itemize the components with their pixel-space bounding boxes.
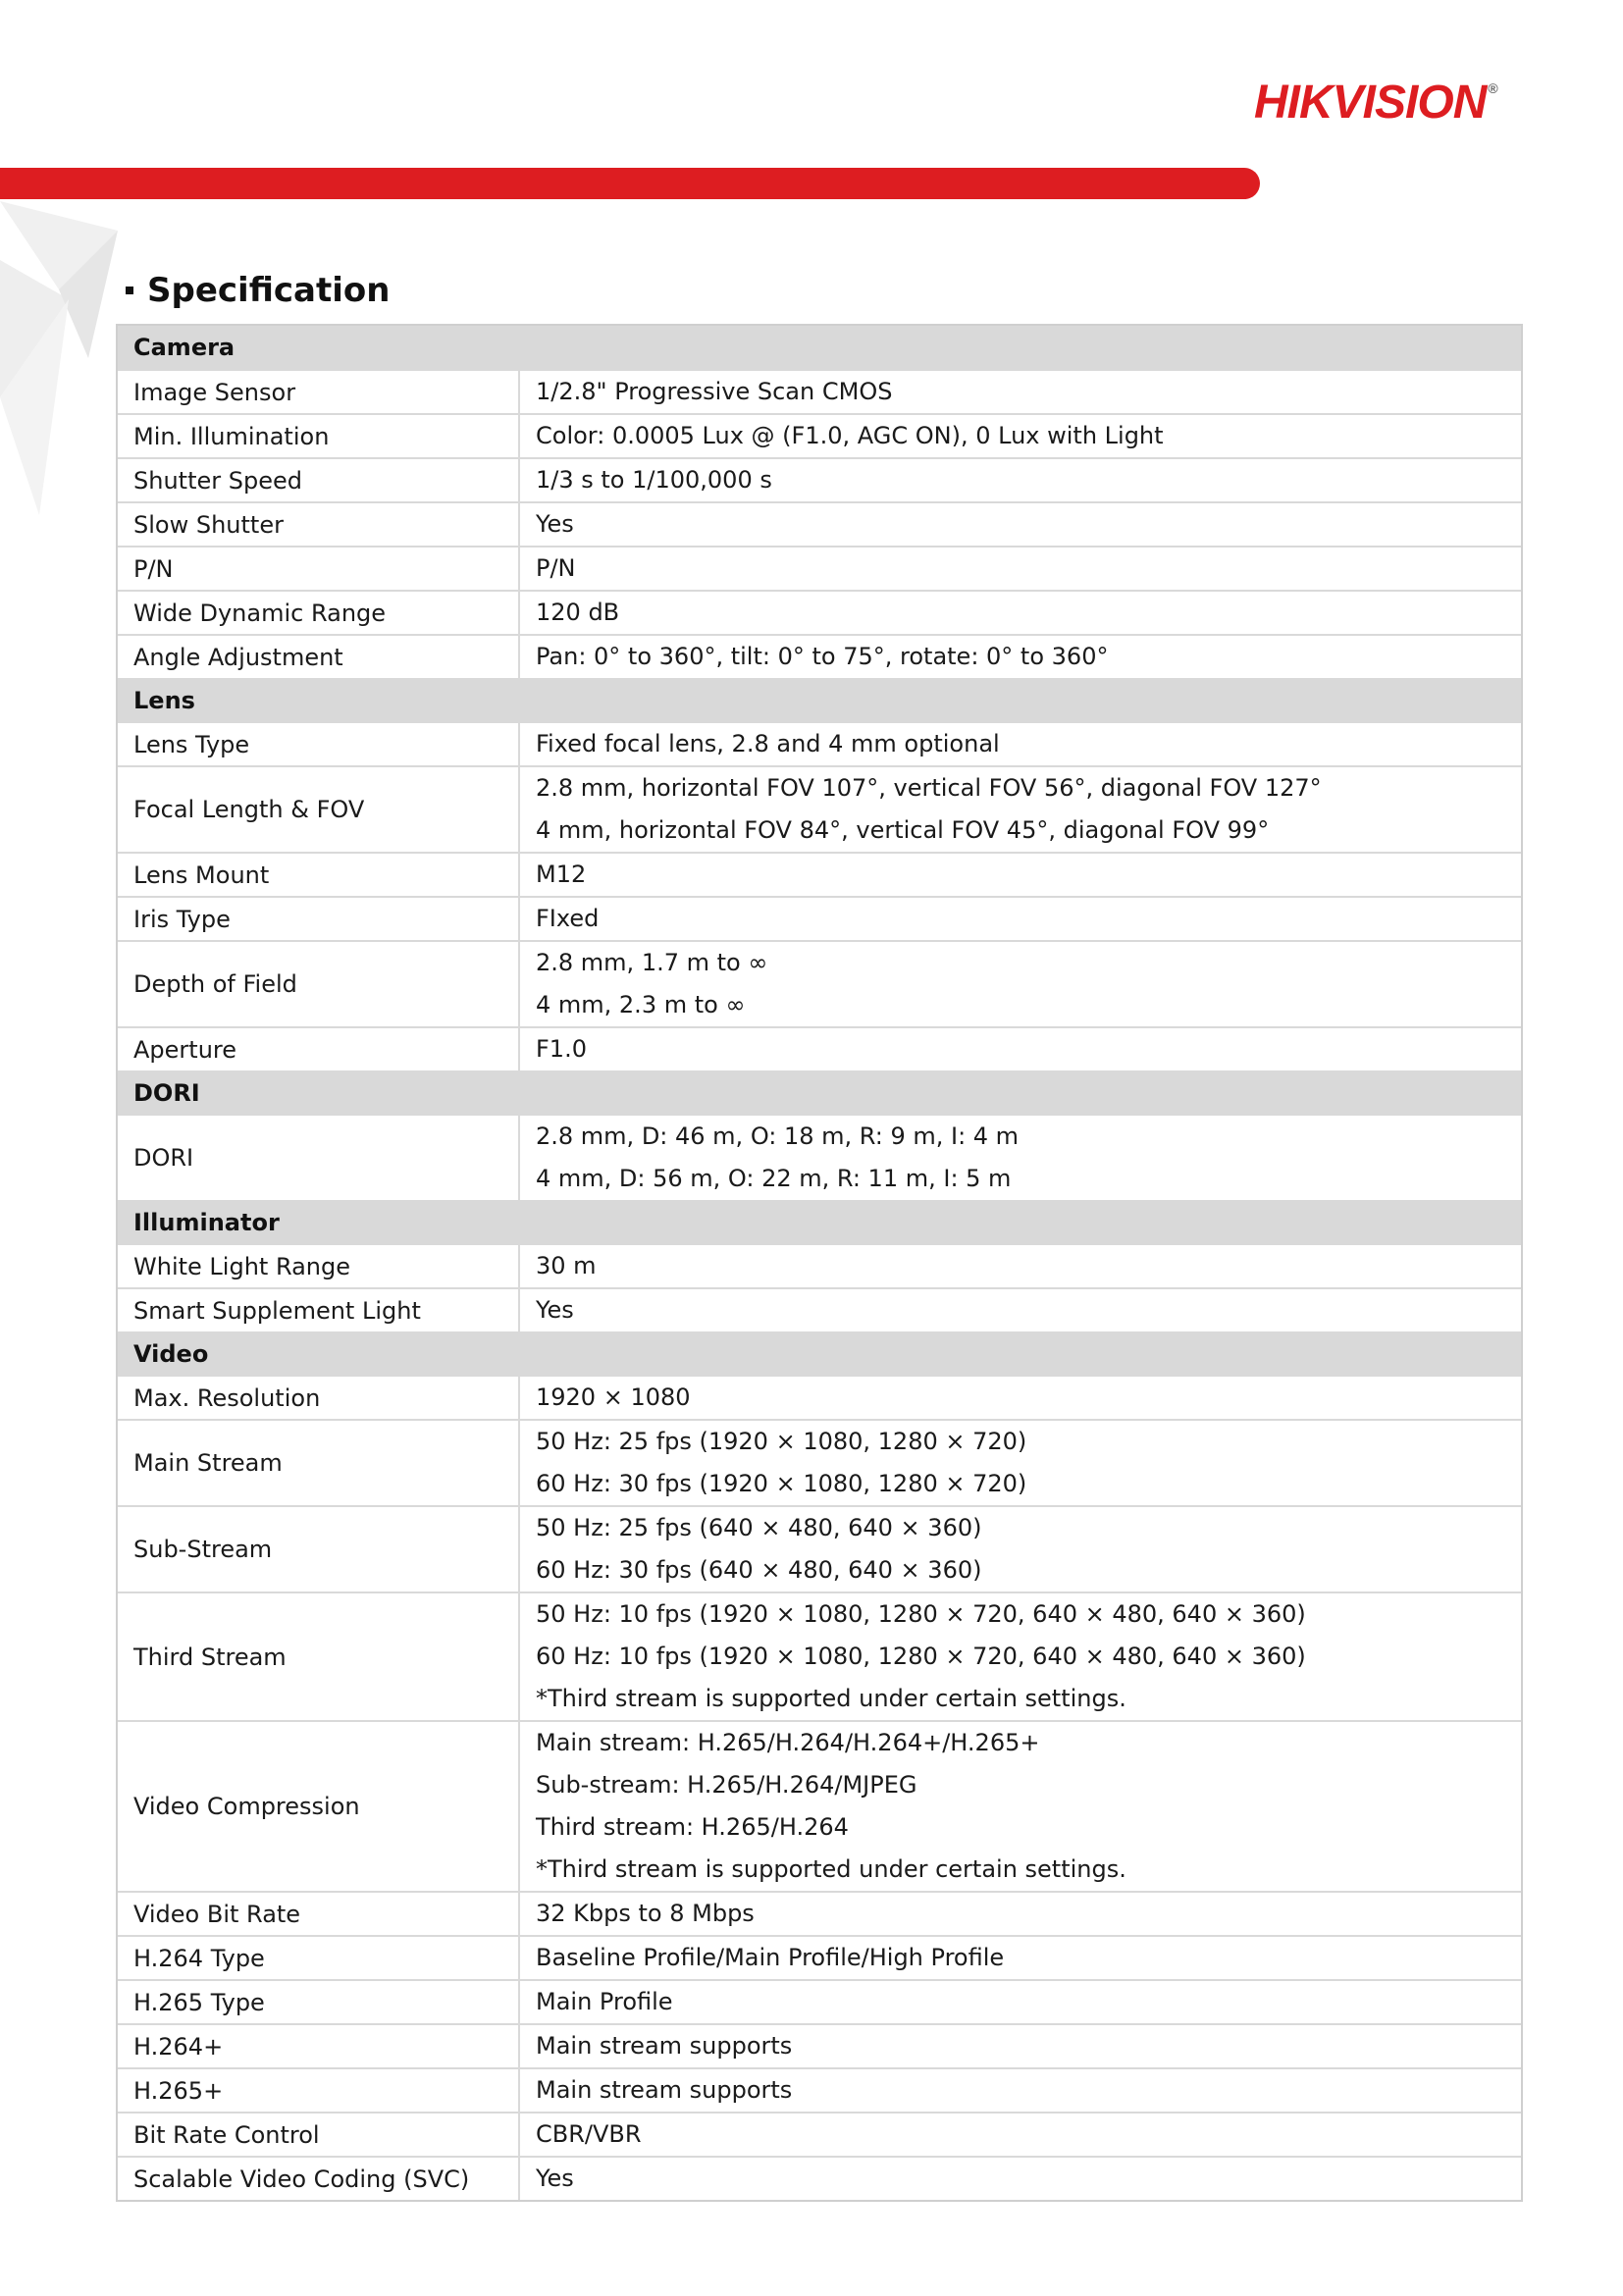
table-row: [118, 1505, 1521, 1592]
spec-value-line: Main stream supports: [536, 2076, 793, 2104]
table-row: [118, 1287, 1521, 1331]
spec-value-line: 60 Hz: 10 fps (1920 × 1080, 1280 × 720, 640 × 480, 640 × 360): [536, 1643, 1306, 1670]
spec-value-line: 60 Hz: 30 fps (1920 × 1080, 1280 × 720): [536, 1470, 1027, 1497]
spec-label: Image Sensor: [118, 371, 520, 413]
spec-value: [520, 1722, 1521, 1891]
spec-value: [520, 1245, 1521, 1287]
spec-value: [520, 636, 1521, 678]
spec-value: [520, 942, 1521, 1026]
spec-value-line: 50 Hz: 25 fps (1920 × 1080, 1280 × 720): [536, 1428, 1027, 1455]
spec-label: H.265 Type: [118, 1981, 520, 2023]
table-row: [118, 2023, 1521, 2067]
spec-label: Min. Illumination: [118, 415, 520, 457]
spec-label: Wide Dynamic Range: [118, 592, 520, 634]
spec-label: Sub-Stream: [118, 1507, 520, 1592]
spec-label: Aperture: [118, 1028, 520, 1070]
spec-label: Video Bit Rate: [118, 1893, 520, 1935]
spec-value-line: 32 Kbps to 8 Mbps: [536, 1900, 755, 1927]
spec-label: Focal Length & FOV: [118, 767, 520, 852]
spec-value-line: FIxed: [536, 905, 600, 932]
spec-value-line: 1/3 s to 1/100,000 s: [536, 466, 772, 494]
spec-label: Shutter Speed: [118, 459, 520, 501]
spec-value: [520, 592, 1521, 634]
spec-value: [520, 854, 1521, 896]
spec-value: [520, 1377, 1521, 1419]
spec-value-line: Fixed focal lens, 2.8 and 4 mm optional: [536, 730, 1000, 757]
spec-label: P/N: [118, 548, 520, 590]
section-header-illuminator: Illuminator: [118, 1200, 1521, 1243]
table-row: [118, 2112, 1521, 2156]
header-red-band: [0, 168, 1260, 199]
spec-value-line: 2.8 mm, horizontal FOV 107°, vertical FOV 56°, diagonal FOV 127°: [536, 774, 1322, 802]
spec-value-line: CBR/VBR: [536, 2120, 642, 2148]
section-header-dori: DORI: [118, 1070, 1521, 1114]
spec-value: [520, 1116, 1521, 1200]
spec-label: H.264 Type: [118, 1937, 520, 1979]
spec-value: [520, 1893, 1521, 1935]
table-row: [118, 721, 1521, 765]
spec-label: Main Stream: [118, 1421, 520, 1505]
spec-value-line: Main stream supports: [536, 2032, 793, 2060]
logo-text: HIKVISION: [1254, 76, 1487, 129]
spec-value-line: 50 Hz: 25 fps (640 × 480, 640 × 360): [536, 1514, 982, 1541]
spec-label: H.264+: [118, 2025, 520, 2067]
table-row: [118, 369, 1521, 413]
table-row: [118, 896, 1521, 940]
spec-value-line: *Third stream is supported under certain settings.: [536, 1685, 1126, 1712]
spec-label: Smart Supplement Light: [118, 1289, 520, 1331]
spec-value-line: 2.8 mm, 1.7 m to ∞: [536, 949, 768, 976]
table-row: [118, 1720, 1521, 1891]
spec-value: [520, 2025, 1521, 2067]
table-row: [118, 413, 1521, 457]
spec-label: Iris Type: [118, 898, 520, 940]
spec-value-line: Yes: [536, 510, 574, 538]
spec-value-line: P/N: [536, 554, 576, 582]
table-row: [118, 2067, 1521, 2112]
page-title-text: Specification: [147, 271, 391, 310]
spec-label: Angle Adjustment: [118, 636, 520, 678]
spec-label: Bit Rate Control: [118, 2113, 520, 2156]
table-row: [118, 765, 1521, 852]
table-row: [118, 1979, 1521, 2023]
spec-label: H.265+: [118, 2069, 520, 2112]
spec-value: [520, 1421, 1521, 1505]
spec-value-line: Third stream: H.265/H.264: [536, 1813, 849, 1841]
spec-value: [520, 1028, 1521, 1070]
spec-value-line: 30 m: [536, 1252, 597, 1279]
spec-value-line: Baseline Profile/Main Profile/High Profile: [536, 1944, 1005, 1971]
spec-value: [520, 459, 1521, 501]
spec-value-line: 2.8 mm, D: 46 m, O: 18 m, R: 9 m, I: 4 m: [536, 1122, 1020, 1150]
table-row: [118, 2156, 1521, 2200]
spec-value: [520, 2069, 1521, 2112]
spec-label: DORI: [118, 1116, 520, 1200]
spec-value-line: 4 mm, 2.3 m to ∞: [536, 991, 746, 1018]
spec-value: [520, 548, 1521, 590]
spec-label: Third Stream: [118, 1593, 520, 1720]
spec-label: Lens Mount: [118, 854, 520, 896]
spec-value-line: 4 mm, horizontal FOV 84°, vertical FOV 45°, diagonal FOV 99°: [536, 816, 1270, 844]
spec-value-line: Pan: 0° to 360°, tilt: 0° to 75°, rotate: 0° to 360°: [536, 643, 1109, 670]
spec-value: [520, 2158, 1521, 2200]
spec-value-line: 1/2.8" Progressive Scan CMOS: [536, 378, 893, 405]
spec-value-line: 120 dB: [536, 599, 620, 626]
spec-table: [116, 324, 1523, 2202]
spec-label: White Light Range: [118, 1245, 520, 1287]
spec-value-line: 4 mm, D: 56 m, O: 22 m, R: 11 m, I: 5 m: [536, 1165, 1012, 1192]
spec-label: Video Compression: [118, 1722, 520, 1891]
table-row: [118, 940, 1521, 1026]
table-row: [118, 1026, 1521, 1070]
spec-value: [520, 767, 1521, 852]
spec-value-line: Sub-stream: H.265/H.264/MJPEG: [536, 1771, 917, 1799]
page-title: [126, 265, 390, 316]
section-header-video: Video: [118, 1331, 1521, 1375]
hikvision-logo: [1254, 73, 1558, 131]
spec-value-line: 50 Hz: 10 fps (1920 × 1080, 1280 × 720, 640 × 480, 640 × 360): [536, 1600, 1306, 1628]
table-row: [118, 1419, 1521, 1505]
spec-value: [520, 898, 1521, 940]
spec-value: [520, 1981, 1521, 2023]
section-header-camera: Camera: [118, 326, 1521, 369]
spec-value-line: Yes: [536, 2165, 574, 2192]
decorative-star-graphic: [0, 201, 128, 525]
spec-value-line: F1.0: [536, 1035, 587, 1063]
spec-label: Depth of Field: [118, 942, 520, 1026]
spec-value-line: M12: [536, 861, 587, 888]
spec-value: [520, 1937, 1521, 1979]
spec-label: Max. Resolution: [118, 1377, 520, 1419]
spec-value-line: Yes: [536, 1296, 574, 1324]
registered-mark-icon: ®: [1488, 80, 1497, 96]
spec-value-line: Main Profile: [536, 1988, 673, 2015]
spec-value: [520, 1289, 1521, 1331]
spec-value: [520, 503, 1521, 546]
table-row: [118, 590, 1521, 634]
spec-value-line: 1920 × 1080: [536, 1383, 691, 1411]
spec-value-line: 60 Hz: 30 fps (640 × 480, 640 × 360): [536, 1556, 982, 1584]
table-row: [118, 1243, 1521, 1287]
spec-value-line: *Third stream is supported under certain settings.: [536, 1855, 1126, 1883]
spec-label: Scalable Video Coding (SVC): [118, 2158, 520, 2200]
spec-value: [520, 371, 1521, 413]
spec-value: [520, 2113, 1521, 2156]
table-row: [118, 501, 1521, 546]
table-row: [118, 1935, 1521, 1979]
spec-label: Lens Type: [118, 723, 520, 765]
table-row: [118, 1891, 1521, 1935]
table-row: [118, 457, 1521, 501]
table-row: [118, 634, 1521, 678]
spec-value: [520, 1507, 1521, 1592]
spec-value: [520, 723, 1521, 765]
spec-value-line: Color: 0.0005 Lux @ (F1.0, AGC ON), 0 Lux with Light: [536, 422, 1164, 449]
spec-value: [520, 415, 1521, 457]
spec-value-line: Main stream: H.265/H.264/H.264+/H.265+: [536, 1729, 1040, 1756]
table-row: [118, 1375, 1521, 1419]
spec-value: [520, 1593, 1521, 1720]
section-header-lens: Lens: [118, 678, 1521, 721]
table-row: [118, 1114, 1521, 1200]
bullet-icon: [126, 287, 133, 294]
table-row: [118, 546, 1521, 590]
table-row: [118, 852, 1521, 896]
spec-label: Slow Shutter: [118, 503, 520, 546]
table-row: [118, 1592, 1521, 1720]
